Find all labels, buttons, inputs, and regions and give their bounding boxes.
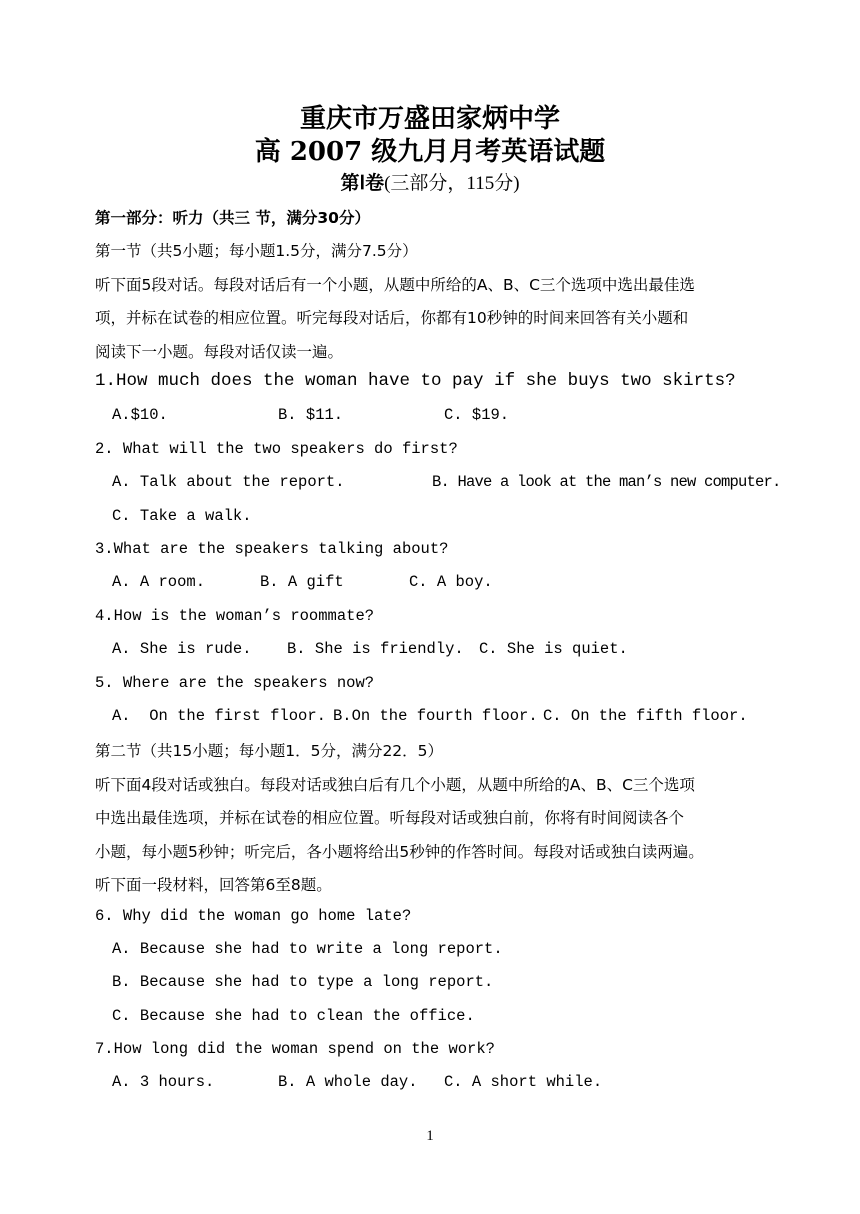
answer-option: B. Have a look at the man’s new computer. <box>432 473 781 491</box>
section2-heading: 第二节（共15小题；每小题1．5分，满分22．5） <box>95 742 444 760</box>
answer-option: B. A gift <box>260 573 344 591</box>
volume-label: 第Ⅰ卷 <box>340 173 385 194</box>
answer-option: C. A boy. <box>409 573 493 591</box>
answer-option: C. Because she had to clean the office. <box>112 1007 475 1025</box>
question-stem: 1.How much does the woman have to pay if she buys two skirts? <box>95 371 736 391</box>
answer-option: C. She is quiet. <box>479 640 628 658</box>
answer-option: A. 3 hours. <box>112 1073 215 1091</box>
answer-option: C. On the fifth floor. <box>543 707 748 725</box>
section2-instruction-line: 中选出最佳选项，并标在试卷的相应位置。听每段对话或独白前，你将有时间阅读各个 <box>95 809 685 827</box>
answer-option: A. A room. <box>112 573 206 591</box>
answer-option: A. On the first floor. <box>112 707 326 725</box>
answer-option: A. Talk about the report. <box>112 473 345 491</box>
volume-info: (三部分，115分) <box>384 173 520 194</box>
answer-option: C. $19. <box>444 406 510 424</box>
answer-option: C. A short while. <box>444 1073 603 1091</box>
answer-option: B. She is friendly. <box>287 640 464 658</box>
question-stem: 4.How is the woman’s roommate? <box>95 607 375 625</box>
question-stem: 2. What will the two speakers do first? <box>95 440 458 458</box>
page-number: 1 <box>426 1128 434 1144</box>
answer-option: B. $11. <box>278 406 344 424</box>
section1-instruction-line: 项，并标在试卷的相应位置。听完每段对话后，你都有10秒钟的时间来回答有关小题和 <box>95 309 689 327</box>
section1-instruction-line: 听下面5段对话。每段对话后有一个小题，从题中所给的A、B、C三个选项中选出最佳选 <box>95 276 695 294</box>
school-name: 重庆市万盛田家炳中学 <box>299 104 560 134</box>
volume-title <box>0 168 860 195</box>
answer-option: A. She is rude. <box>112 640 252 658</box>
answer-option: B. A whole day. <box>278 1073 418 1091</box>
section1-heading: 第一节（共5小题；每小题1.5分，满分7.5分） <box>95 242 418 260</box>
answer-option: A. Because she had to write a long report. <box>112 940 503 958</box>
exam-title: 高 2007 级九月月考英语试题 <box>254 137 606 167</box>
question-stem: 7.How long did the woman spend on the work? <box>95 1040 495 1058</box>
section1-instruction-line: 阅读下一小题。每段对话仅读一遍。 <box>95 343 344 361</box>
answer-option: C. Take a walk. <box>112 507 252 525</box>
question-stem: 3.What are the speakers talking about? <box>95 540 449 558</box>
part1-heading: 第一部分：听力（共三 节，满分30分） <box>95 209 370 227</box>
answer-option: B.On the fourth floor. <box>333 707 538 725</box>
question-stem: 5. Where are the speakers now? <box>95 674 375 692</box>
section2-instruction-line: 听下面4段对话或独白。每段对话或独白后有几个小题，从题中所给的A、B、C三个选项 <box>95 776 695 794</box>
section2-instruction-line: 小题，每小题5秒钟；听完后，各小题将给出5秒钟的作答时间。每段对话或独白读两遍。 <box>95 843 704 861</box>
question-stem: 6. Why did the woman go home late? <box>95 907 412 925</box>
answer-option: B. Because she had to type a long report. <box>112 973 494 991</box>
section2-instruction-line: 听下面一段材料，回答第6至8题。 <box>95 876 332 894</box>
answer-option: A.$10. <box>112 406 168 424</box>
